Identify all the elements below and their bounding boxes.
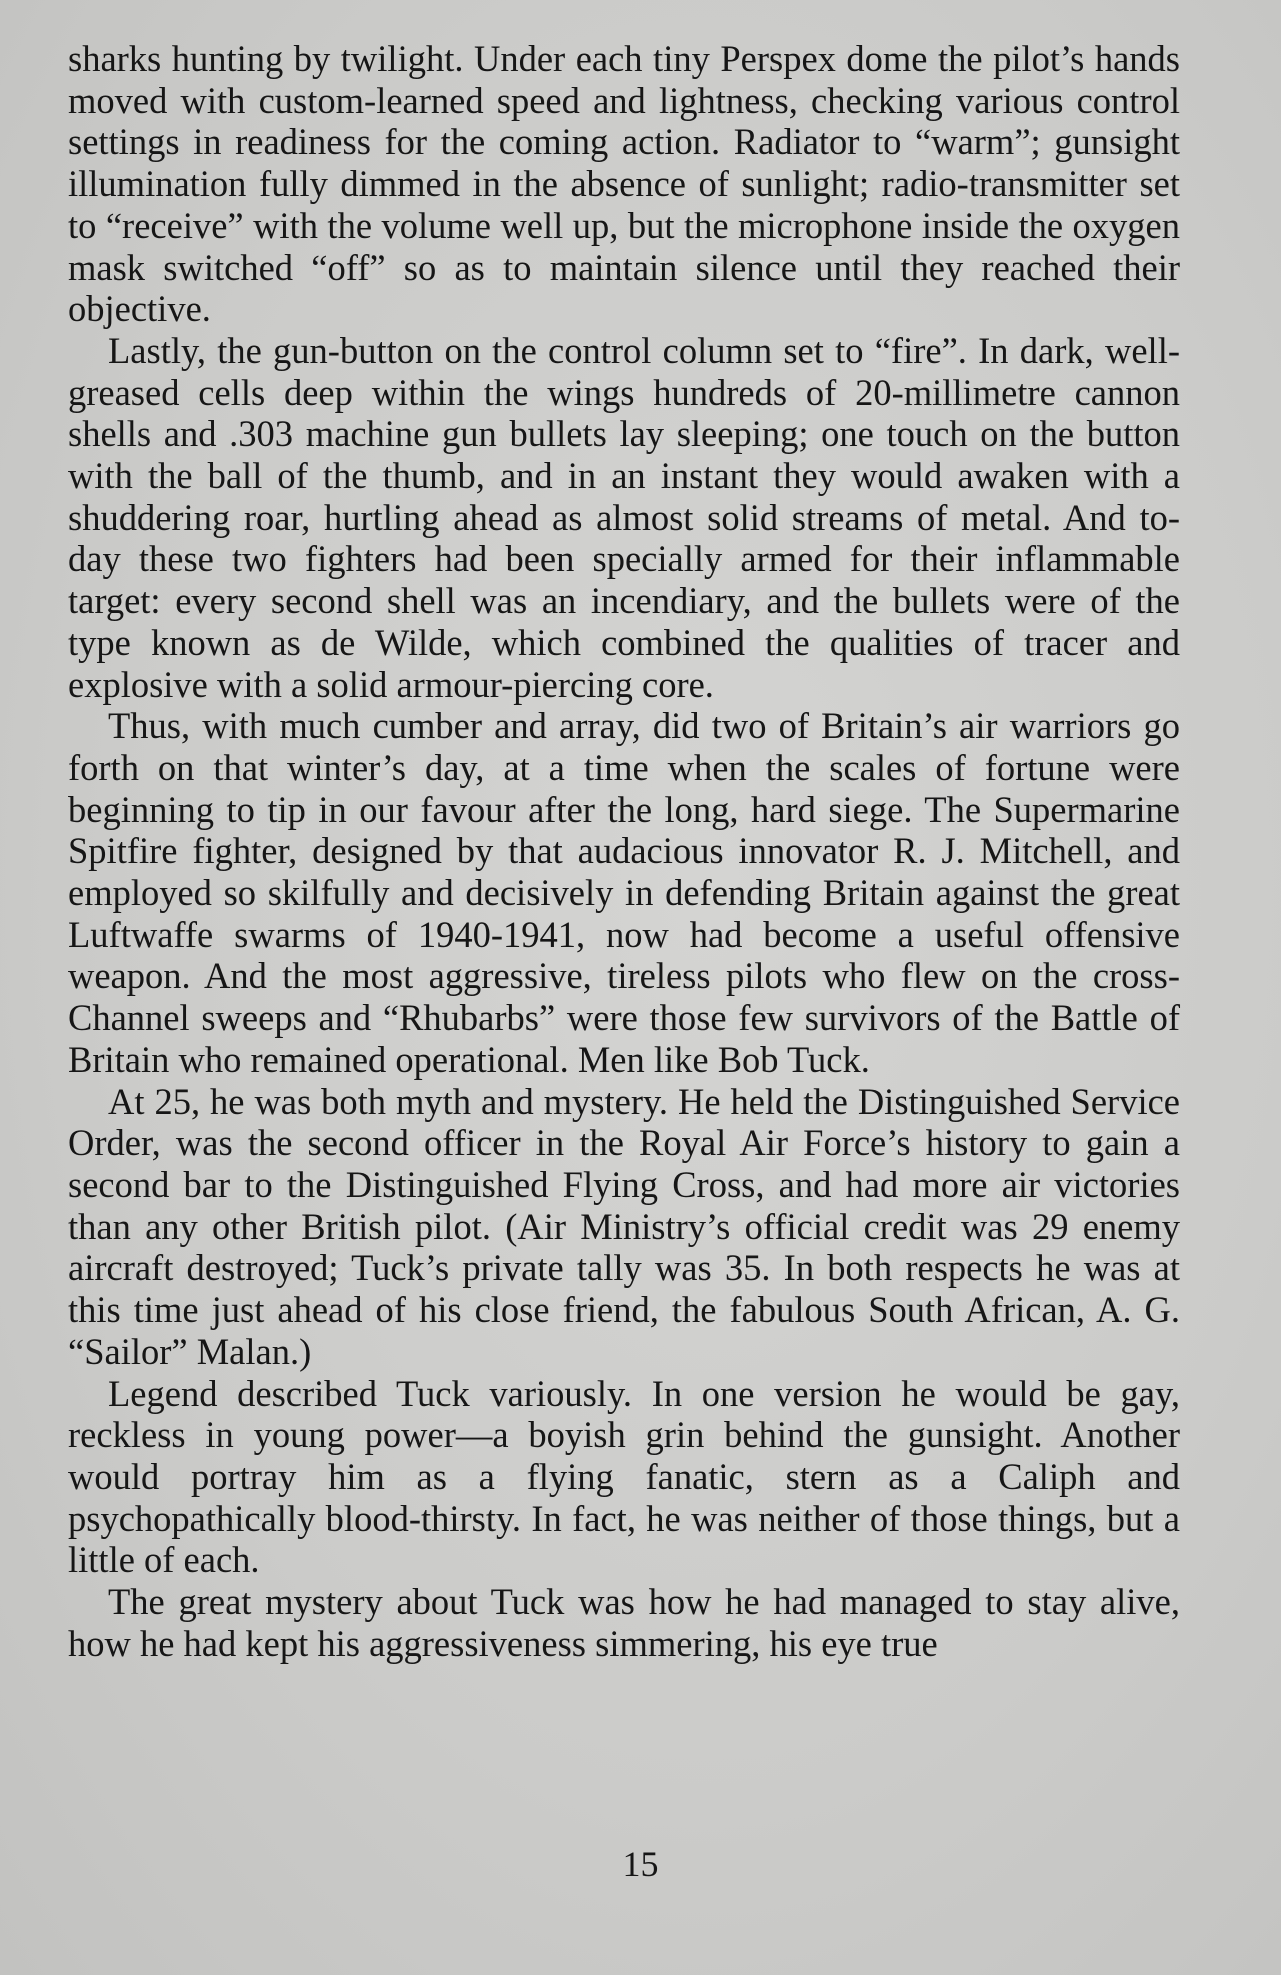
paragraph-4: At 25, he was both myth and mystery. He held the Distinguished Service Order, was the second officer in the Royal Air Force’s history to gain a second bar to the Distinguished Flying Cross, and had more air victories than any other British pilot. (Air Ministry’s official credit was 29 enemy aircraft destroyed; Tuck’s private tally was 35. In both respects he was at this time just ahead of his close friend, the fabulous South African, A. G. “Sailor” Malan.) [68, 1080, 1180, 1372]
paragraph-5: Legend described Tuck variously. In one version he would be gay, reckless in young power—a boyish grin behind the gunsight. Another would portray him as a flying fanatic, stern as a Caliph and psychopathically blood-thirsty. In fact, he was neither of those things, but a little of each. [68, 1372, 1180, 1581]
page-number: 15 [622, 1844, 659, 1884]
paragraph-1: sharks hunting by twilight. Under each tiny Perspex dome the pilot’s hands moved with custom-learned speed and lightness, checking various control settings in readiness for the coming action. Radiator to “warm”; gunsight illumination fully dimmed in the absence of sunlight; radio-transmitter set to “receive” with the volume well up, but the microphone inside the oxygen mask switched “off” so as to maintain silence until they reached their objective. [68, 38, 1180, 330]
paragraph-6: The great mystery about Tuck was how he had managed to stay alive, how he had kept his aggressiveness simmering, his eye true [68, 1581, 1180, 1664]
body-text [68, 38, 1180, 1664]
paragraph-2: Lastly, the gun-button on the control column set to “fire”. In dark, well-greased cells deep within the wings hundreds of 20-millimetre cannon shells and .303 machine gun bullets lay sleeping; one touch on the button with the ball of the thumb, and in an instant they would awaken with a shuddering roar, hurtling ahead as almost solid streams of metal. And to-day these two fighters had been specially armed for their inflammable target: every second shell was an incendiary, and the bullets were of the type known as de Wilde, which combined the qualities of tracer and explosive with a solid armour-piercing core. [68, 329, 1180, 705]
paragraph-3: Thus, with much cumber and array, did two of Britain’s air warriors go forth on that winter’s day, at a time when the scales of fortune were beginning to tip in our favour after the long, hard siege. The Supermarine Spitfire fighter, designed by that audacious innovator R. J. Mitchell, and employed so skilfully and decisively in defending Britain against the great Luftwaffe swarms of 1940-1941, now had become a useful offensive weapon. And the most aggressive, tireless pilots who flew on the cross-Channel sweeps and “Rhubarbs” were those few survivors of the Battle of Britain who remained operational. Men like Bob Tuck. [68, 705, 1180, 1080]
